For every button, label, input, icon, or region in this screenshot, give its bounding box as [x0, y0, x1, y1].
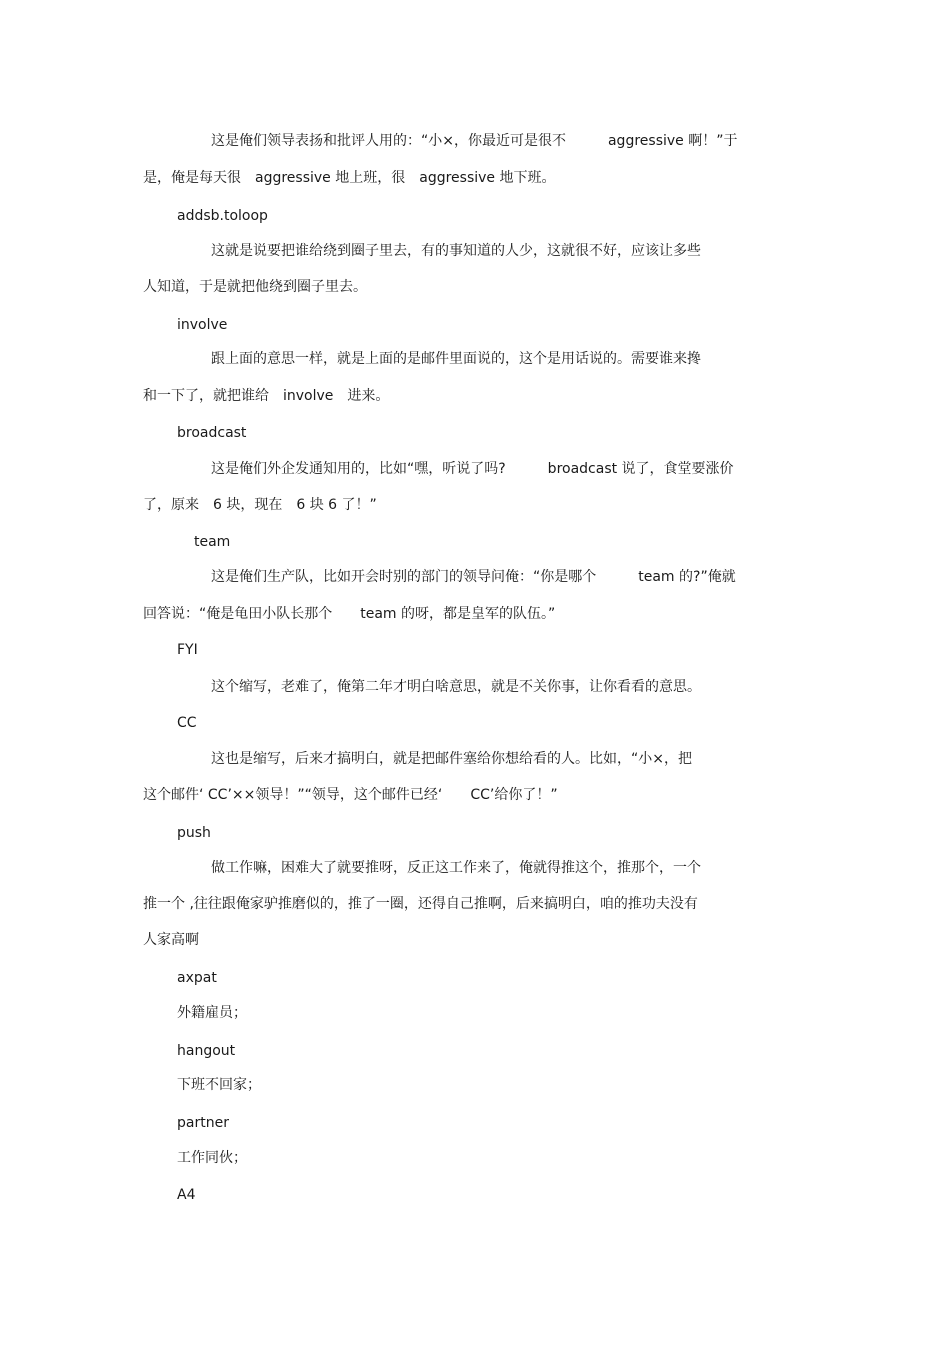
paragraph-line: 这个缩写，老难了，俺第二年才明白啥意思，就是不关你事，让你看看的意思。	[211, 679, 701, 695]
paragraph-line: 这个邮件‘ CC’××领导！”“领导，这个邮件已经‘ CC’给你了！”	[143, 787, 558, 803]
paragraph-line: 和一下了，就把谁给 involve 进来。	[143, 388, 390, 404]
term-heading: broadcast	[177, 425, 247, 441]
paragraph-line: 人家高啊	[143, 932, 199, 948]
definition-line: 外籍雇员；	[177, 1005, 247, 1021]
term-heading: CC	[177, 715, 197, 731]
term-heading: team	[194, 534, 231, 550]
paragraph-line: 这是俺们外企发通知用的，比如“嘿，听说了吗? broadcast 说了，食堂要涨价	[211, 461, 734, 477]
paragraph-line: 回答说：“俺是龟田小队长那个 team 的呀，都是皇军的队伍。”	[143, 606, 556, 622]
term-heading: A4	[177, 1187, 196, 1203]
paragraph-line: 跟上面的意思一样，就是上面的是邮件里面说的，这个是用话说的。需要谁来搀	[211, 351, 701, 367]
term-heading: axpat	[177, 970, 217, 986]
paragraph-line: 这就是说要把谁给绕到圈子里去，有的事知道的人少，这就很不好，应该让多些	[211, 243, 701, 259]
paragraph-line: 这也是缩写，后来才搞明白，就是把邮件塞给你想给看的人。比如，“小×，把	[211, 751, 692, 767]
term-heading: push	[177, 825, 211, 841]
term-heading: addsb.toloop	[177, 208, 268, 224]
term-heading: hangout	[177, 1043, 236, 1059]
paragraph-line: 推一个 ,往往跟俺家驴推磨似的，推了一圈，还得自己推啊，后来搞明白，咱的推功夫没有	[143, 896, 698, 912]
paragraph-line: 是，俺是每天很 aggressive 地上班，很 aggressive 地下班。	[143, 170, 556, 186]
definition-line: 工作同伙；	[177, 1150, 247, 1166]
term-heading: partner	[177, 1115, 229, 1131]
paragraph-line: 这是俺们领导表扬和批评人用的：“小×，你最近可是很不 aggressive 啊！”于	[211, 133, 738, 149]
term-heading: involve	[177, 317, 228, 333]
paragraph-line: 人知道，于是就把他绕到圈子里去。	[143, 279, 367, 295]
definition-line: 下班不回家；	[177, 1077, 261, 1093]
paragraph-line: 这是俺们生产队，比如开会时别的部门的领导问俺：“你是哪个 team 的?”俺就	[211, 569, 736, 585]
paragraph-line: 做工作嘛，困难大了就要推呀，反正这工作来了，俺就得推这个，推那个，一个	[211, 860, 701, 876]
term-heading: FYI	[177, 642, 198, 658]
paragraph-line: 了，原来 6 块，现在 6 块 6 了！”	[143, 497, 377, 513]
